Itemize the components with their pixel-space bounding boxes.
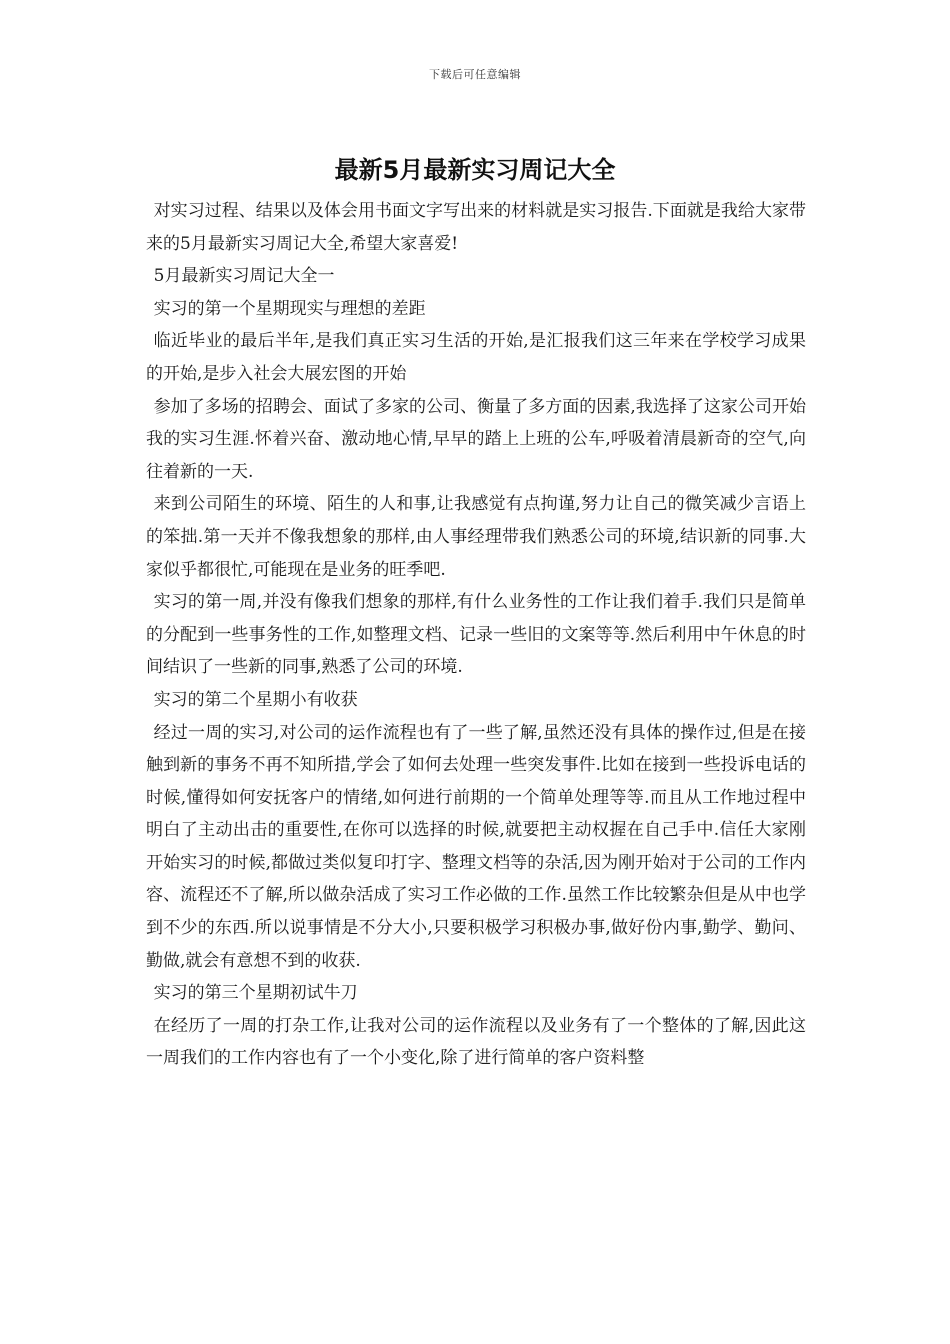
body-paragraph: 来到公司陌生的环境、陌生的人和事,让我感觉有点拘谨,努力让自己的微笑减少言语上的笨拙.第一天并不像我想象的那样,由人事经理带我们熟悉公司的环境,结识新的同事.大家似乎都很忙,可能现在是业务的旺季吧. bbox=[146, 494, 806, 580]
body-paragraph: 对实习过程、结果以及体会用书面文字写出来的材料就是实习报告.下面就是我给大家带来的5月最新实习周记大全,希望大家喜爱! bbox=[146, 201, 806, 254]
subsection-heading: 实习的第三个星期初试牛刀 bbox=[153, 983, 358, 1004]
document-title: 最新5月最新实习周记大全 bbox=[334, 156, 616, 184]
body-paragraph: 经过一周的实习,对公司的运作流程也有了一些了解,虽然还没有具体的操作过,但是在接触到新的事务不再不知所措,学会了如何去处理一些突发事件.比如在接到一些投诉电话的时候,懂得如何安抚客户的情绪,如何进行前期的一个简单处理等等.而且从工作地过程中明白了主动出击的重要性,在你可以选择的时候,就要把主动权握在自己手中.信任大家刚开始实习的时候,都做过类似复印打字、整理文档等的杂活,因为刚开始对于公司的工作内容、流程还不了解,所以做杂活成了实习工作必做的工作.虽然工作比较繁杂但是从中也学到不少的东西.所以说事情是不分大小,只要积极学习积极办事,做好份内事,勤学、勤问、勤做,就会有意想不到的收获. bbox=[146, 722, 806, 971]
document-body bbox=[146, 195, 806, 1075]
body-paragraph: 在经历了一周的打杂工作,让我对公司的运作流程以及业务有了一个整体的了解,因此这一周我们的工作内容也有了一个小变化,除了进行简单的客户资料整 bbox=[146, 1015, 806, 1069]
subsection-heading: 实习的第一个星期现实与理想的差距 bbox=[153, 298, 426, 319]
section-heading: 5月最新实习周记大全一 bbox=[153, 266, 335, 287]
body-paragraph: 实习的第一周,并没有像我们想象的那样,有什么业务性的工作让我们着手.我们只是简单的分配到一些事务性的工作,如整理文档、记录一些旧的文案等等.然后利用中午休息的时间结识了一些新的同事,熟悉了公司的环境. bbox=[146, 592, 806, 678]
body-paragraph: 临近毕业的最后半年,是我们真正实习生活的开始,是汇报我们这三年来在学校学习成果的开始,是步入社会大展宏图的开始 bbox=[146, 331, 806, 384]
page-header-note: 下载后可任意编辑 bbox=[429, 68, 521, 81]
body-paragraph: 参加了多场的招聘会、面试了多家的公司、衡量了多方面的因素,我选择了这家公司开始我的实习生涯.怀着兴奋、激动地心情,早早的踏上上班的公车,呼吸着清晨新奇的空气,向往着新的一天. bbox=[146, 396, 806, 482]
subsection-heading: 实习的第二个星期小有收获 bbox=[153, 689, 358, 710]
